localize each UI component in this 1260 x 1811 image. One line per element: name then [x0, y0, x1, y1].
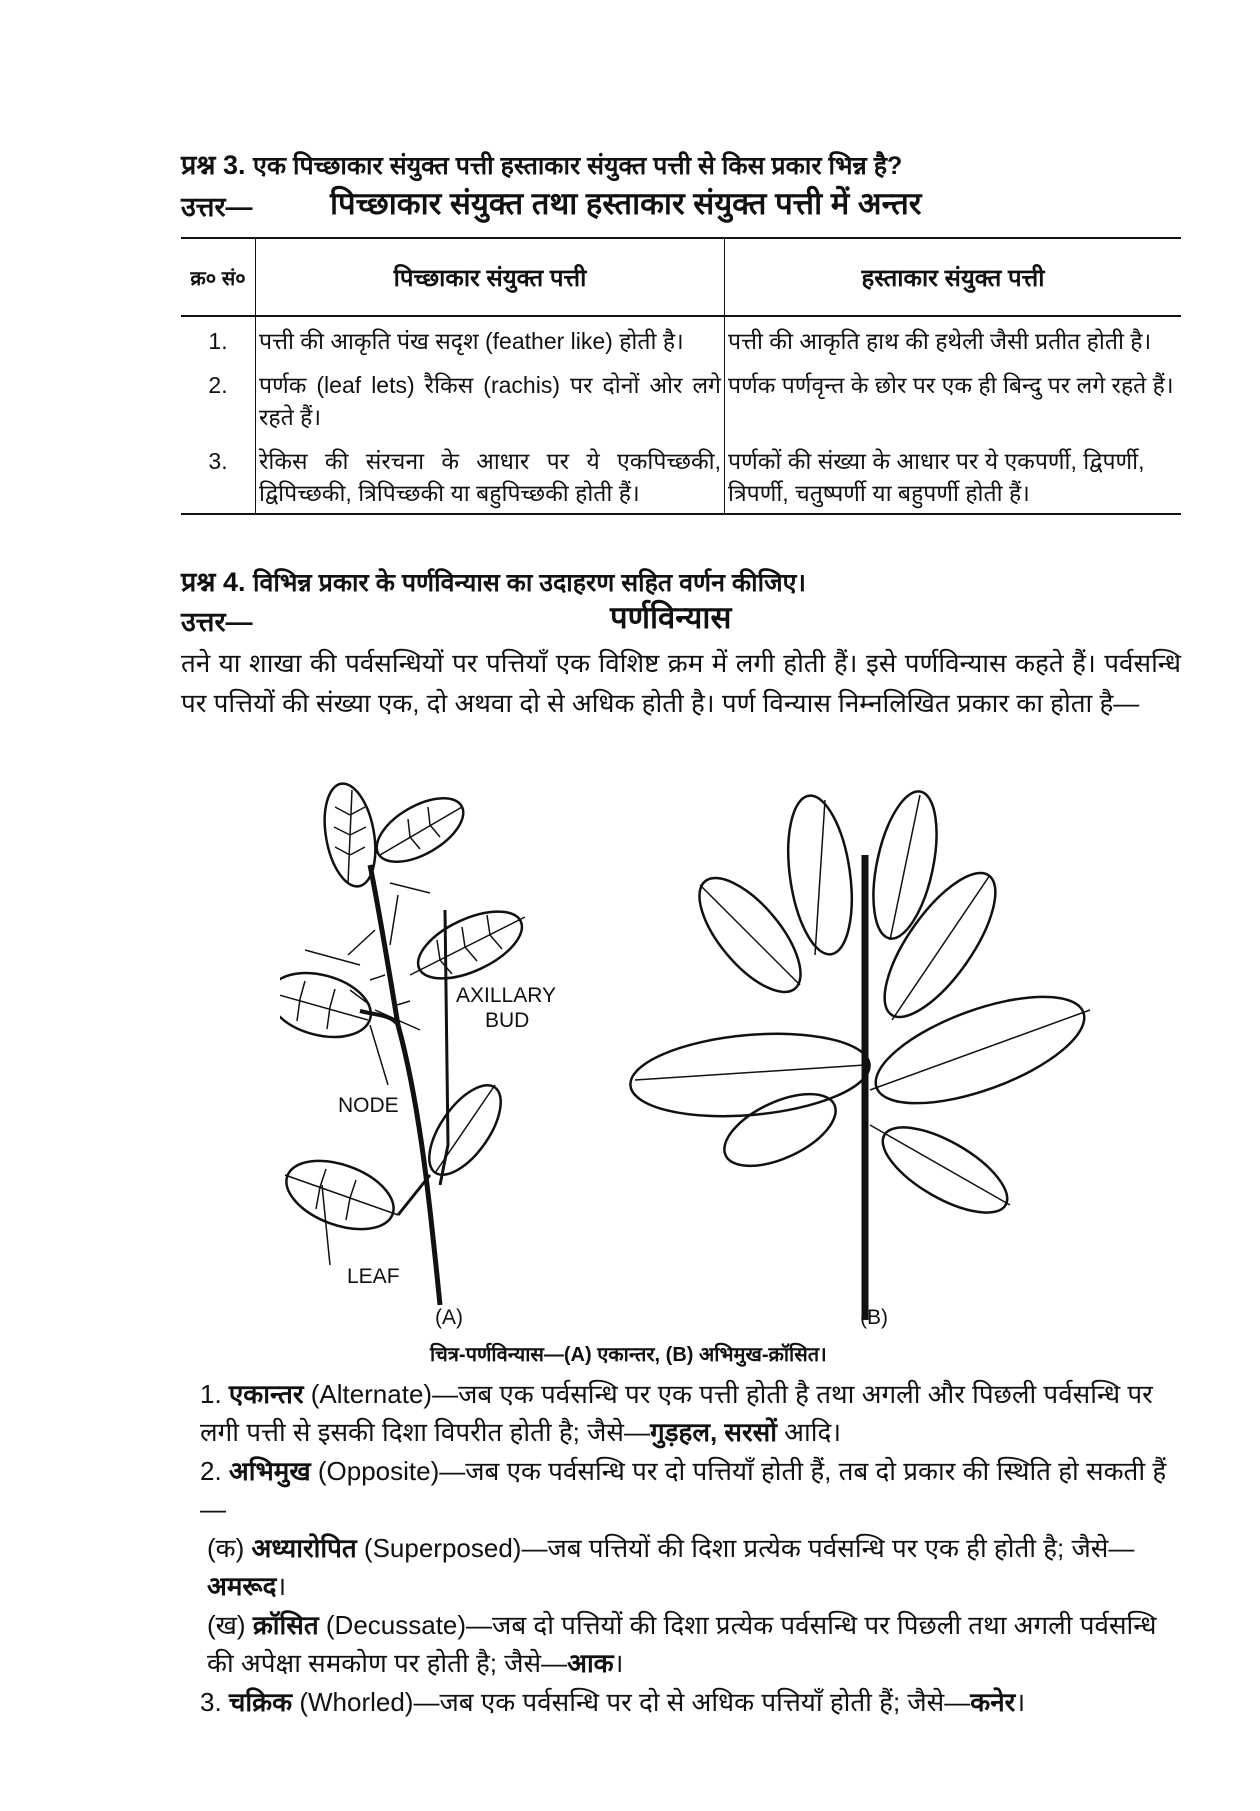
label-a: (A)	[435, 1306, 463, 1329]
item-term: अध्यारोपित	[251, 1533, 357, 1563]
phyllotaxy-figure	[280, 775, 1200, 1335]
label-axillary: AXILLARY	[456, 984, 557, 1007]
item-tail: आदि।	[776, 1417, 842, 1447]
question-label: प्रश्न 4.	[181, 567, 246, 597]
pinnate-cell: पर्णक (leaf lets) रैकिस (rachis) पर दोनों ओर लगे रहते हैं।	[256, 361, 725, 437]
answer-heading: पर्णविन्यास	[610, 600, 732, 635]
item-number: 3.	[200, 1687, 222, 1717]
decussate-plant-drawing	[627, 786, 1097, 1320]
item-example: कनेर	[970, 1687, 1016, 1717]
col-header-palmate: हस्ताकार संयुक्त पत्ती	[725, 238, 1182, 316]
table-row	[181, 316, 1181, 361]
pinnate-cell: पत्ती की आकृति पंख सदृश (feather like) होती है।	[256, 316, 725, 361]
item-example: गुड़हल, सरसों	[649, 1417, 777, 1447]
item-term: चक्रिक	[228, 1687, 293, 1717]
row-number: 3.	[181, 437, 256, 514]
item-tail: ।	[276, 1571, 287, 1601]
col-header-pinnate: पिच्छाकार संयुक्त पत्ती	[256, 238, 725, 316]
question-4	[181, 562, 806, 599]
row-number: 1.	[181, 316, 256, 361]
item-text: (Decussate)—जब दो पत्तियों की दिशा प्रत्येक पर्वसन्धि पर पिछली तथा अगली पर्वसन्धि की अपेक्षा समकोण पर होती है; जैसे—	[207, 1610, 1157, 1678]
answer-heading: पिच्छाकार संयुक्त तथा हस्ताकार संयुक्त पत्ती में अन्तर	[330, 186, 922, 221]
item-text: (Whorled)—जब एक पर्वसन्धि पर दो से अधिक पत्तियाँ होती हैं; जैसे—	[292, 1687, 971, 1717]
item-example: आक	[567, 1648, 614, 1678]
list-item-decussate	[207, 1606, 1182, 1682]
question-text: एक पिच्छाकार संयुक्त पत्ती हस्ताकार संयुक्त पत्ती से किस प्रकार भिन्न है?	[253, 152, 903, 180]
item-text: (Opposite)—जब एक पर्वसन्धि पर दो पत्तियाँ होती हैं, तब दो प्रकार की स्थिति हो सकती हैं—	[200, 1456, 1167, 1524]
row-number: 2.	[181, 361, 256, 437]
palmate-cell: पर्णकों की संख्या के आधार पर ये एकपर्णी, द्विपर्णी, त्रिपर्णी, चतुष्पर्णी या बहुपर्णी होती हैं।	[728, 448, 1145, 506]
item-text: (Superposed)—जब पत्तियों की दिशा प्रत्येक पर्वसन्धि पर एक ही होती है; जैसे—	[356, 1533, 1135, 1563]
label-node: NODE	[338, 1094, 399, 1117]
answer-label: उत्तर—	[181, 192, 253, 222]
item-number: 1.	[200, 1379, 222, 1409]
list-item-alternate	[200, 1375, 1190, 1451]
item-number: 2.	[200, 1456, 222, 1486]
answer-label: उत्तर—	[181, 607, 253, 637]
item-term: क्रॉसित	[252, 1610, 319, 1640]
question-label: प्रश्न 3.	[181, 150, 246, 180]
item-number: (क)	[207, 1533, 245, 1563]
item-term: एकान्तर	[228, 1379, 304, 1409]
item-tail: ।	[613, 1648, 624, 1678]
label-bud: BUD	[485, 1009, 530, 1032]
col-header-serial: क्र० सं०	[181, 238, 256, 316]
intro-paragraph: तने या शाखा की पर्वसन्धियों पर पत्तियाँ एक विशिष्ट क्रम में लगी होती हैं। इसे पर्णविन्यास कहते हैं। पर्वसन्धि पर पत्तियों की संख्या एक, दो अथवा दो से अधिक होती है। पर्ण विन्यास निम्नलिखित प्रकार का होता है—	[181, 648, 1181, 718]
table-row	[181, 361, 1181, 437]
item-text: (Alternate)—जब एक पर्वसन्धि पर एक पत्ती होती है तथा अगली और पिछली पर्वसन्धि पर लगी पत्ती से इसकी दिशा विपरीत होती है; जैसे—	[200, 1379, 1153, 1447]
palmate-cell: पर्णक पर्णवृन्त के छोर पर एक ही बिन्दु पर लगे रहते हैं।	[728, 372, 1174, 398]
list-item-superposed	[207, 1529, 1182, 1605]
item-example: अमरूद	[207, 1571, 277, 1601]
table-row	[181, 437, 1181, 514]
list-item-whorled	[200, 1683, 1190, 1721]
label-leaf: LEAF	[347, 1265, 400, 1288]
alternate-plant-drawing	[280, 780, 532, 1305]
list-item-opposite	[200, 1452, 1190, 1528]
item-tail: ।	[1015, 1687, 1026, 1717]
label-b: (B)	[860, 1306, 888, 1329]
palmate-cell: पत्ती की आकृति हाथ की हथेली जैसी प्रतीत होती है।	[728, 328, 1152, 354]
question-3	[181, 145, 902, 182]
item-number: (ख)	[207, 1610, 246, 1640]
pinnate-cell: रेकिस की संरचना के आधार पर ये एकपिच्छकी, द्विपिच्छकी, त्रिपिच्छकी या बहुपिच्छकी होती हैं।	[256, 437, 725, 514]
comparison-table	[181, 237, 1181, 515]
item-term: अभिमुख	[228, 1456, 311, 1486]
question-text: विभिन्न प्रकार के पर्णविन्यास का उदाहरण सहित वर्णन कीजिए।	[253, 569, 806, 597]
figure-caption: चित्र-पर्णविन्यास—(A) एकान्तर, (B) अभिमुख-क्रॉसित।	[430, 1344, 827, 1366]
table-header-row	[181, 238, 1181, 316]
